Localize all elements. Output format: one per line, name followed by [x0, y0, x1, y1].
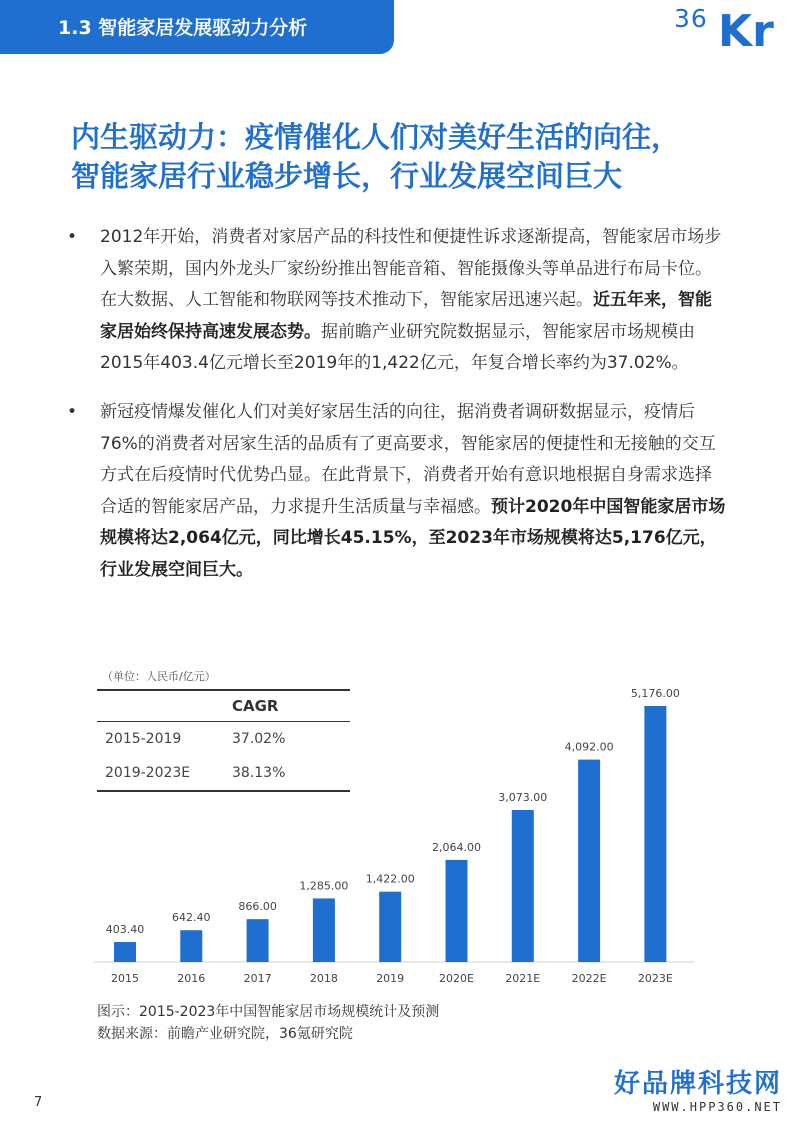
data-label: 1,422.00 — [365, 872, 415, 886]
bullet-bold-text: 近五年来，智能家居始终保持高速发展态势。 — [100, 290, 712, 342]
data-label: 2,064.00 — [432, 840, 481, 854]
section-title: 1.3 智能家居发展驱动力分析 — [0, 0, 394, 54]
footer-site-url: WWW.HPP360.NET — [652, 1100, 782, 1114]
bullet-marker: • — [67, 401, 78, 422]
headline — [71, 118, 751, 196]
footer-site-name: 好品牌科技网 — [613, 1069, 782, 1099]
data-label: 4,092.00 — [564, 740, 614, 754]
x-tick-label: 2017 — [243, 972, 272, 985]
caption-source: 数据来源：前瞻产业研究院，36氪研究院 — [97, 1026, 353, 1042]
footer-watermark — [614, 1063, 782, 1114]
bar-2020E — [446, 860, 468, 962]
headline-line-1: 内生驱动力：疫情催化人们对美好生活的向往， — [71, 120, 681, 154]
bar-2017 — [247, 919, 269, 962]
bar-2021E — [512, 810, 534, 962]
data-label: 3,073.00 — [498, 791, 548, 805]
bullet-bold-text: 预计2020年中国智能家居市场规模将达2,064亿元，同比增长45.15%，至2023年市场规模将达5,176亿元，行业发展空间巨大。 — [100, 496, 726, 580]
logo-number: 36 — [674, 4, 708, 33]
x-tick-label: 2022E — [571, 972, 607, 985]
bullet-text: 据前瞻产业研究院数据显示，智能家居市场规模由2015年403.4亿元增长至2019年的1,422亿元，年复合增长率约为37.02%。 — [100, 321, 695, 374]
x-tick-label: 2023E — [637, 972, 673, 985]
x-tick-label: 2015 — [111, 972, 139, 985]
market-size-bar-chart — [94, 664, 700, 989]
logo-letters: Kr — [718, 6, 774, 57]
bullet-marker: • — [67, 227, 78, 247]
x-tick-label: 2018 — [309, 972, 338, 985]
x-tick-label: 2016 — [177, 972, 206, 985]
brand-logo — [674, 0, 794, 57]
cagr-value: 37.02% — [232, 731, 286, 747]
x-tick-label: 2021E — [505, 972, 541, 985]
data-label: 403.40 — [105, 923, 145, 937]
figure-caption — [97, 1001, 439, 1045]
headline-line-2: 智能家居行业稳步增长，行业发展空间巨大 — [71, 159, 623, 193]
chart-unit-label: （单位：人民币/亿元） — [102, 670, 216, 683]
cagr-value: 38.13% — [232, 765, 286, 781]
bullet-text: 2012年开始，消费者对家居产品的科技性和便捷性诉求逐渐提高，智能家居市场步入繁荣期，国内外龙头厂家纷纷推出智能音箱、智能摄像头等单品进行布局卡位。在大数据、人工智能和物联网等技术推动下，智能家居迅速兴起。 — [100, 227, 722, 311]
header-bar — [0, 0, 794, 56]
bar-2015 — [114, 942, 136, 962]
bullet-item — [67, 397, 727, 587]
bullet-text: 新冠疫情爆发催化人们对美好家居生活的向往，据消费者调研数据显示，疫情后76%的消费者对居家生活的品质有了更高要求，智能家居的便捷性和无接触的交互方式在后疫情时代优势凸显。在此背景下，消费者开始有意识地根据自身需求选择合适的智能家居产品，力求提升生活质量与幸福感。 — [100, 401, 716, 517]
cagr-period: 2015-2019 — [105, 731, 182, 747]
caption-title: 图示：2015-2023年中国智能家居市场规模统计及预测 — [97, 1004, 440, 1020]
data-label: 5,176.00 — [630, 687, 680, 700]
x-tick-label: 2020E — [439, 972, 474, 985]
bar-2019 — [379, 892, 401, 962]
data-label: 642.40 — [172, 911, 211, 925]
bullet-item — [67, 222, 727, 380]
cagr-header-label: CAGR — [232, 697, 279, 715]
x-tick-label: 2019 — [376, 972, 405, 985]
page-number: 7 — [34, 1095, 43, 1110]
data-label: 866.00 — [238, 900, 277, 914]
cagr-period: 2019-2023E — [105, 765, 191, 781]
bar-2018 — [313, 898, 335, 962]
bullet-list — [67, 222, 727, 587]
bar-2022E — [578, 760, 600, 962]
bar-2016 — [180, 930, 202, 962]
bar-2023E — [644, 706, 666, 962]
data-label: 1,285.00 — [299, 879, 349, 893]
